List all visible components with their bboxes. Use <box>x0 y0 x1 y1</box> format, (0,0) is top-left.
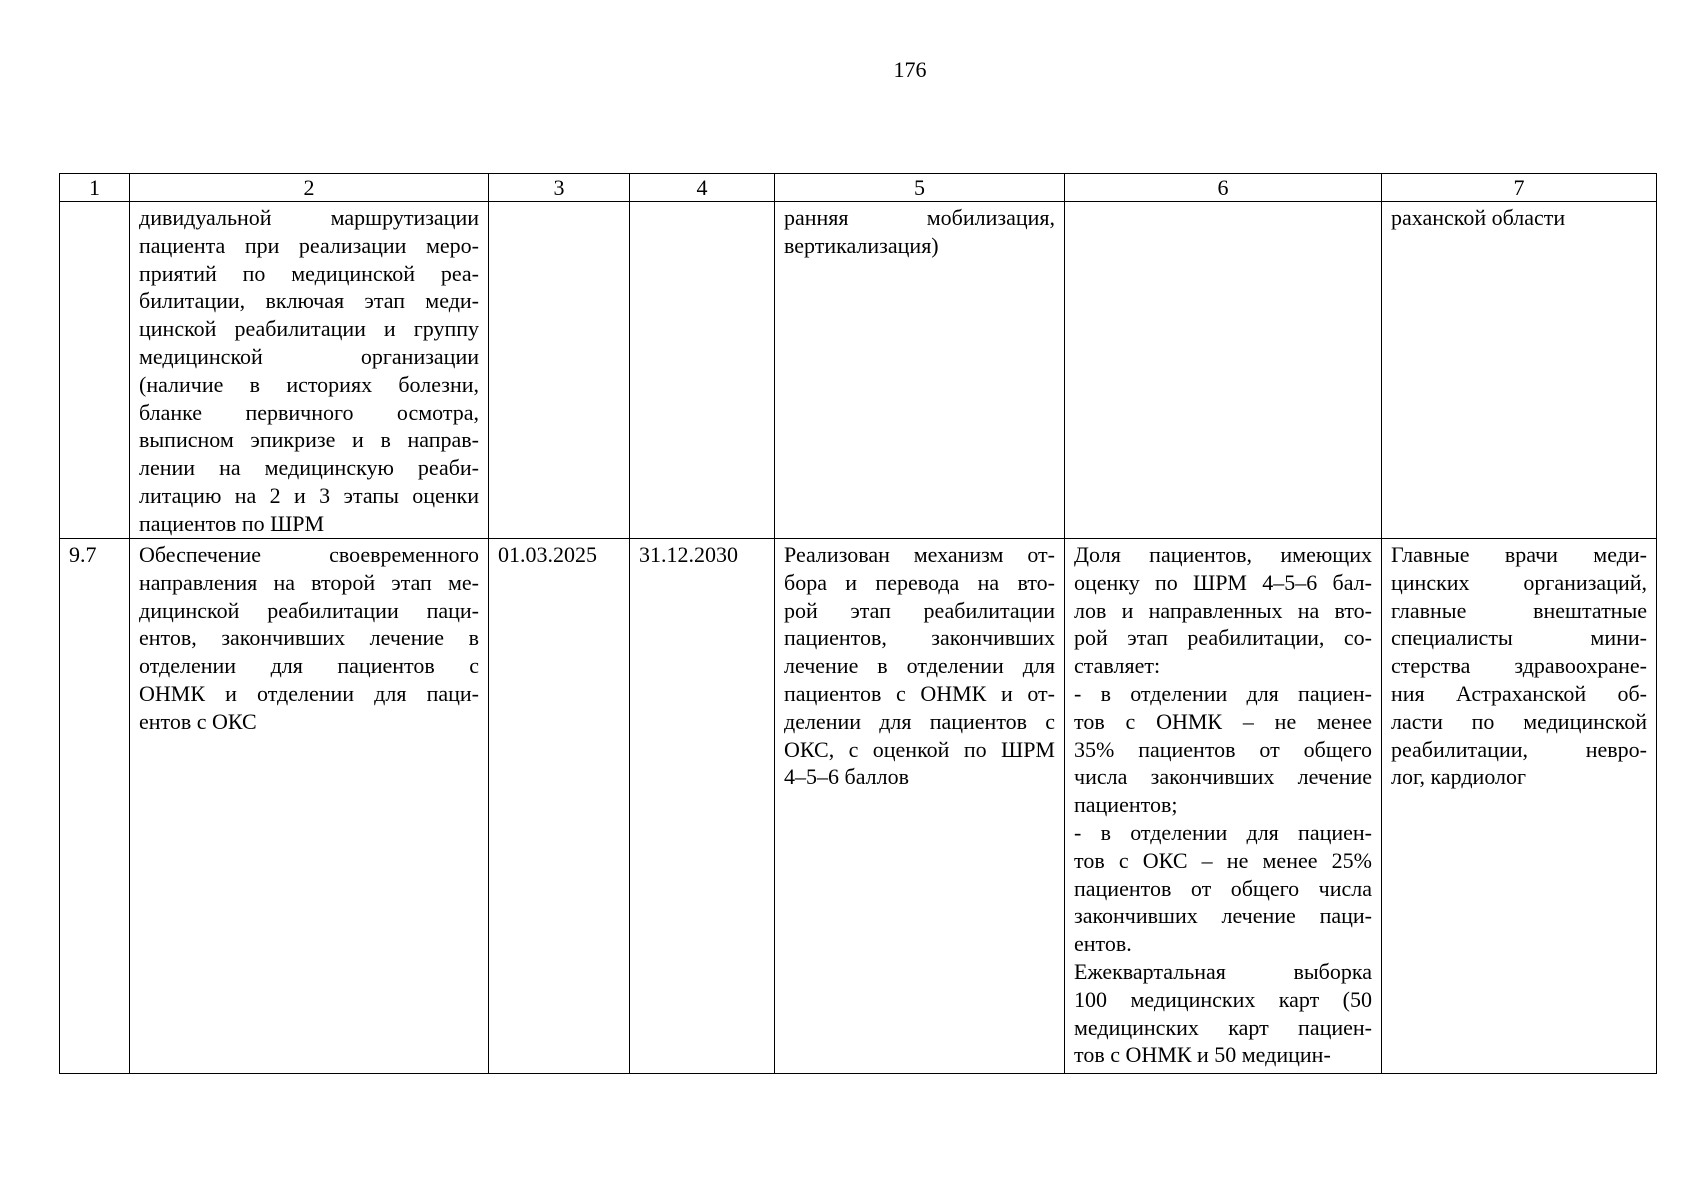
cell-text-line: Обеспечение своевременного <box>139 542 479 567</box>
cell-measure <box>130 202 489 539</box>
cell-text-line: бланке первичного осмотра, <box>139 399 479 425</box>
cell-text-line: главные внештатные <box>1391 597 1647 623</box>
table-header-row <box>60 174 1657 202</box>
cell-text-line: пациентов с ОНМК и от- <box>784 680 1055 706</box>
cell-text-line: ОНМК и отделении для паци- <box>139 680 479 706</box>
cell-result <box>775 202 1065 539</box>
cell-text-line: раханской области <box>1391 205 1566 230</box>
cell-text-line: тов с ОКС – не менее 25% <box>1074 847 1372 873</box>
cell-text-line: рой этап реабилитации <box>784 597 1055 623</box>
cell-text-line: ОКС, с оценкой по ШРМ <box>784 736 1055 762</box>
cell-text-line: билитации, включая этап меди- <box>139 288 479 314</box>
plan-table <box>59 173 1657 1074</box>
cell-text-line: бора и перевода на вто- <box>784 569 1055 595</box>
cell-indicator <box>1065 202 1382 539</box>
cell-text-line: ентов с ОКС <box>139 708 257 734</box>
cell-number <box>60 202 130 539</box>
cell-text-line: направления на второй этап ме- <box>139 569 479 595</box>
cell-result <box>775 539 1065 1074</box>
column-header: 4 <box>630 174 775 202</box>
column-header: 5 <box>775 174 1065 202</box>
cell-text-line: литацию на 2 и 3 этапы оценки <box>139 482 479 508</box>
column-header: 7 <box>1382 174 1657 202</box>
cell-text-line: ентов, закончивших лечение в <box>139 625 479 651</box>
cell-text-line: пациентов, закончивших <box>784 625 1055 651</box>
cell-text-line: цинских организаций, <box>1391 569 1647 595</box>
cell-text-line: цинской реабилитации и группу <box>139 316 479 342</box>
cell-text-line: Ежеквартальная выборка <box>1074 958 1372 984</box>
cell-text-line: вертикализация) <box>784 232 939 258</box>
cell-text-line: ентов. <box>1074 931 1132 957</box>
cell-measure <box>130 539 489 1074</box>
cell-start-date <box>489 202 630 539</box>
cell-text-line: пациентов от общего числа <box>1074 875 1372 901</box>
cell-text-line: 4–5–6 баллов <box>784 764 909 790</box>
cell-responsible <box>1382 539 1657 1074</box>
cell-indicator <box>1065 539 1382 1074</box>
cell-text-line: лов и направленных на вто- <box>1074 597 1372 623</box>
cell-text-line: - в отделении для пациен- <box>1074 680 1372 706</box>
cell-text-line: дивидуальной маршрутизации <box>139 205 479 230</box>
cell-end-date: 31.12.2030 <box>630 539 775 1074</box>
cell-text-line: числа закончивших лечение <box>1074 764 1372 790</box>
cell-text-line: ласти по медицинской <box>1391 708 1647 734</box>
cell-text-line: Реализован механизм от- <box>784 542 1055 567</box>
page-number: 176 <box>893 57 927 82</box>
cell-text-line: лечение в отделении для <box>784 653 1055 679</box>
cell-text-line: лог, кардиолог <box>1391 764 1527 790</box>
cell-text-line: лении на медицинскую реаби- <box>139 455 479 481</box>
cell-text-line: (наличие в историях болезни, <box>139 371 479 397</box>
cell-text-line: рой этап реабилитации, со- <box>1074 625 1372 651</box>
cell-text-line: медицинских карт пациен- <box>1074 1014 1372 1040</box>
cell-text-line: приятий по медицинской реа- <box>139 260 479 286</box>
cell-text-line: стерства здравоохране- <box>1391 653 1647 679</box>
cell-start-date: 01.03.2025 <box>489 539 630 1074</box>
cell-text-line: 35% пациентов от общего <box>1074 736 1372 762</box>
table-row <box>60 539 1657 1074</box>
cell-text-line: выписном эпикризе и в направ- <box>139 427 479 453</box>
cell-text-line: делении для пациентов с <box>784 708 1055 734</box>
column-header: 2 <box>130 174 489 202</box>
cell-text-line: тов с ОНМК и 50 медицин- <box>1074 1042 1331 1068</box>
cell-text-line: реабилитации, невро- <box>1391 736 1647 762</box>
column-header: 6 <box>1065 174 1382 202</box>
cell-text-line: дицинской реабилитации паци- <box>139 597 479 623</box>
column-header: 1 <box>60 174 130 202</box>
cell-end-date <box>630 202 775 539</box>
cell-text-line: медицинской организации <box>139 343 479 369</box>
cell-text-line: отделении для пациентов с <box>139 653 479 679</box>
cell-text-line: пациента при реализации меро- <box>139 232 479 258</box>
cell-text-line: специалисты мини- <box>1391 625 1647 651</box>
cell-responsible <box>1382 202 1657 539</box>
table-row <box>60 202 1657 539</box>
cell-text-line: - в отделении для пациен- <box>1074 819 1372 845</box>
cell-text-line: пациентов по ШРМ <box>139 510 325 536</box>
cell-text-line: тов с ОНМК – не менее <box>1074 708 1372 734</box>
cell-text-line: ставляет: <box>1074 653 1161 679</box>
cell-text-line: пациентов; <box>1074 792 1178 818</box>
cell-text-line: Доля пациентов, имеющих <box>1074 542 1372 567</box>
cell-text-line: ранняя мобилизация, <box>784 205 1055 230</box>
cell-text-line: Главные врачи меди- <box>1391 542 1647 567</box>
column-header: 3 <box>489 174 630 202</box>
cell-text-line: закончивших лечение паци- <box>1074 903 1372 929</box>
cell-number: 9.7 <box>60 539 130 1074</box>
cell-text-line: ния Астраханской об- <box>1391 680 1647 706</box>
cell-text-line: 100 медицинских карт (50 <box>1074 986 1372 1012</box>
cell-text-line: оценку по ШРМ 4–5–6 бал- <box>1074 569 1372 595</box>
